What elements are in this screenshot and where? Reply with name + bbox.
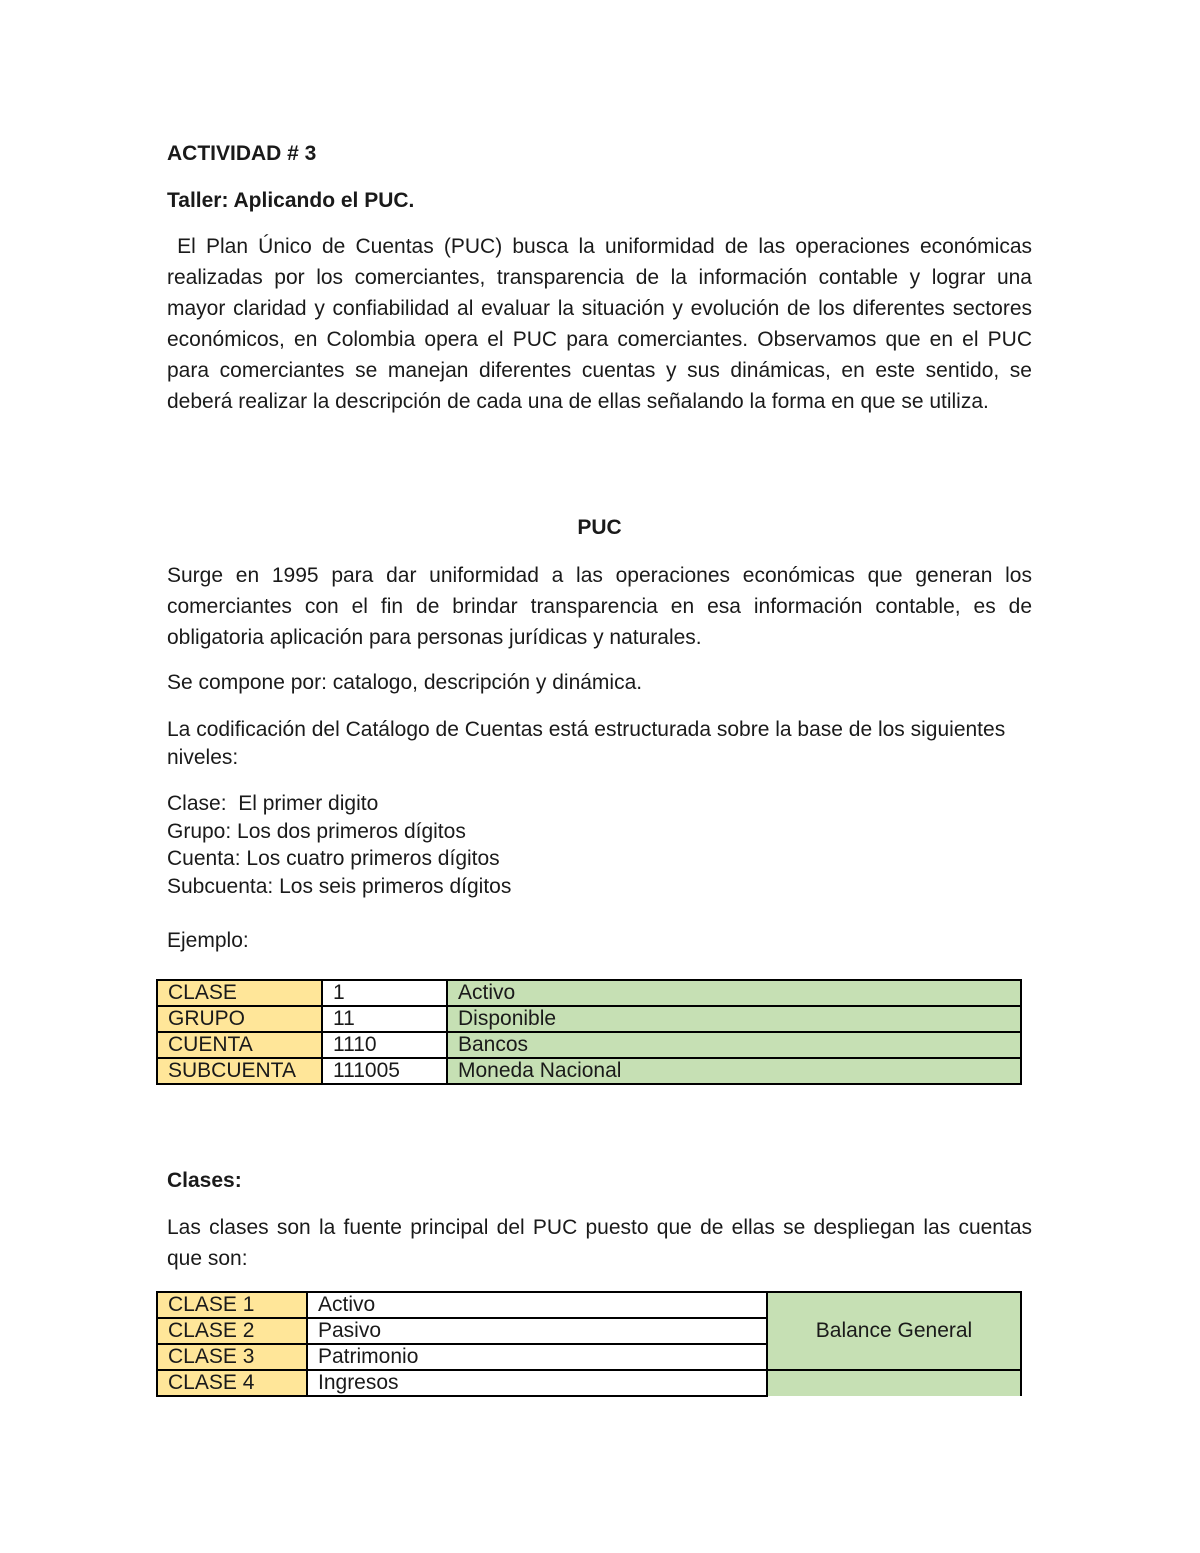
clases-paragraph: Las clases son la fuente principal del PUC puesto que de ellas se despliegan las cuentas que son: <box>167 1216 1032 1270</box>
table-row <box>157 980 1021 1006</box>
level-item <box>167 845 511 873</box>
table-cell-name: Pasivo <box>307 1318 767 1344</box>
puc-heading: PUC <box>577 516 622 539</box>
table-row <box>157 1058 1021 1084</box>
clases-heading: Clases: <box>167 1169 242 1192</box>
table-cell-class: CLASE 3 <box>157 1344 307 1370</box>
table-cell-class: CLASE 1 <box>157 1292 307 1318</box>
table-cell-name: Activo <box>447 980 1021 1006</box>
example-table <box>156 979 1022 1085</box>
level-label: Subcuenta: <box>167 874 274 898</box>
table-cell-name: Activo <box>307 1292 767 1318</box>
puc-coding-paragraph: La codificación del Catálogo de Cuentas está estructurada sobre la base de los siguientes niveles: <box>167 718 1006 769</box>
table-cell-level: CLASE <box>157 980 322 1006</box>
example-label: Ejemplo: <box>167 929 249 952</box>
table-cell-empty <box>767 1370 1021 1396</box>
clases-table <box>156 1291 1022 1397</box>
table-cell-code: 11 <box>322 1006 447 1032</box>
table-row <box>157 1370 1021 1396</box>
level-label: Grupo: <box>167 819 232 843</box>
table-cell-name: Ingresos <box>307 1370 767 1396</box>
table-cell-name: Patrimonio <box>307 1344 767 1370</box>
level-item <box>167 790 511 818</box>
levels-list <box>167 790 511 900</box>
activity-title: ACTIVIDAD # 3 <box>167 142 317 165</box>
table-cell-level: CUENTA <box>157 1032 322 1058</box>
puc-origin-paragraph: Surge en 1995 para dar uniformidad a las operaciones económicas que generan los comerciantes con el fin de brindar transparencia en esa información contable, es de obligatoria aplicación para personas jurídicas y naturales. <box>167 564 1032 649</box>
table-row <box>157 1006 1021 1032</box>
level-label: Clase: <box>167 792 227 815</box>
level-text: Los seis primeros dígitos <box>273 874 512 898</box>
level-text: Los cuatro primeros dígitos <box>240 847 500 870</box>
table-cell-code: 1110 <box>322 1032 447 1058</box>
table-row <box>157 1032 1021 1058</box>
level-item <box>167 873 511 901</box>
table-cell-level: GRUPO <box>157 1006 322 1032</box>
table-cell-level: SUBCUENTA <box>157 1058 322 1084</box>
table-cell-name: Disponible <box>447 1006 1021 1032</box>
balance-general-cell: Balance General <box>767 1292 1021 1370</box>
level-text: Los dos primeros dígitos <box>231 819 466 843</box>
workshop-subtitle: Taller: Aplicando el PUC. <box>167 189 415 212</box>
level-text: El primer digito <box>226 792 379 815</box>
table-cell-class: CLASE 4 <box>157 1370 307 1396</box>
intro-paragraph: El Plan Único de Cuentas (PUC) busca la uniformidad de las operaciones económicas realizadas por los comerciantes, transparencia de la información contable y lograr una mayor claridad y confiabilidad al evaluar la situación y evolución de los diferentes sectores económicos, en Colombia opera el PUC para comerciantes. Observamos que en el PUC para comerciantes se manejan diferentes cuentas y sus dinámicas, en este sentido, se deberá realizar la descripción de cada una de ellas señalando la forma en que se utiliza. <box>167 235 1032 413</box>
table-cell-name: Bancos <box>447 1032 1021 1058</box>
level-item <box>167 818 511 846</box>
puc-composition-paragraph: Se compone por: catalogo, descripción y dinámica. <box>167 671 643 694</box>
level-label: Cuenta: <box>167 847 241 870</box>
table-cell-name: Moneda Nacional <box>447 1058 1021 1084</box>
table-cell-code: 111005 <box>322 1058 447 1084</box>
table-cell-class: CLASE 2 <box>157 1318 307 1344</box>
table-cell-code: 1 <box>322 980 447 1006</box>
table-row <box>157 1292 1021 1318</box>
